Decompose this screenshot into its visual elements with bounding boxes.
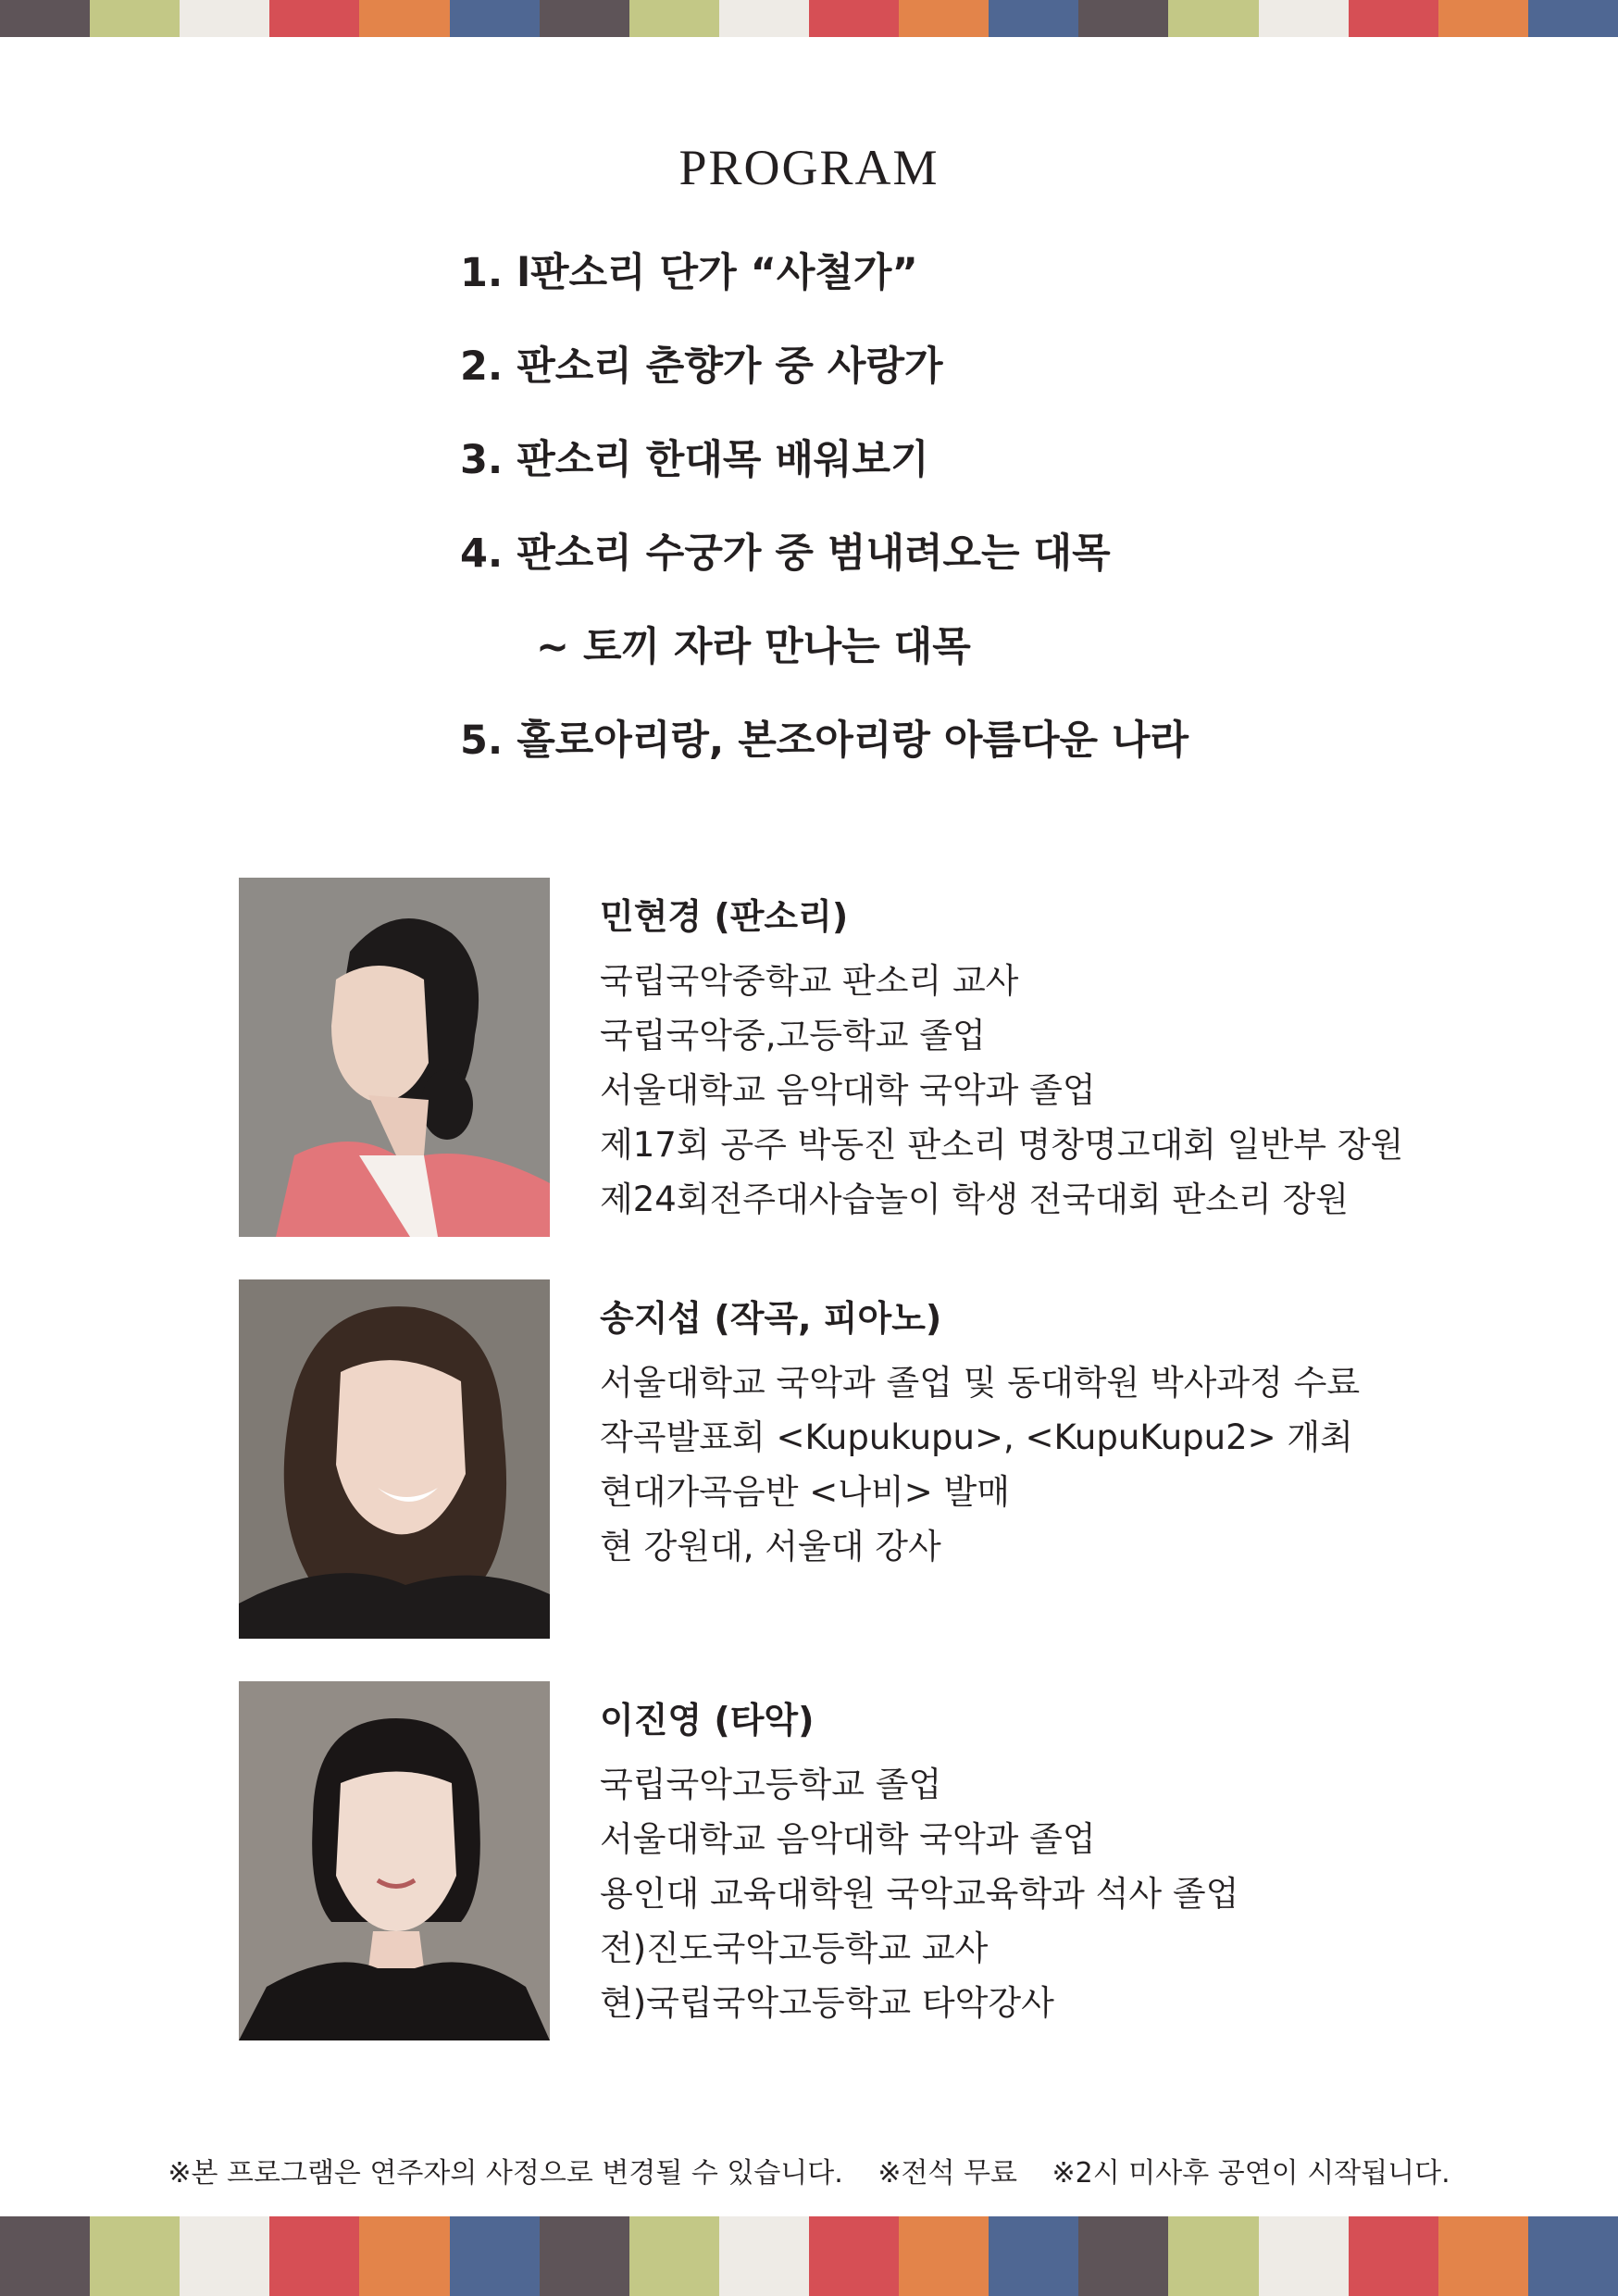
stripe-segment xyxy=(269,2216,359,2296)
stripe-segment xyxy=(1349,2216,1438,2296)
bio-line: 현)국립국악고등학교 타악강사 xyxy=(600,1983,1054,2023)
bio-line: 용인대 교육대학원 국악교육학과 석사 졸업 xyxy=(600,1874,1239,1914)
bio-line: 서울대학교 음악대학 국악과 졸업 xyxy=(600,1819,1096,1859)
start-time-notice: ※2시 미사후 공연이 시작됩니다. xyxy=(1052,2157,1450,2190)
stripe-segment xyxy=(1438,0,1528,37)
program-item-2: 2. 판소리 춘향가 중 사랑가 xyxy=(460,343,943,390)
bio-line: 제24회전주대사습놀이 학생 전국대회 판소리 장원 xyxy=(600,1179,1349,1219)
performer-photo xyxy=(239,1681,550,2040)
bio-line: 현 강원대, 서울대 강사 xyxy=(600,1527,941,1566)
footnote xyxy=(0,2150,1618,2190)
free-admission-notice: ※전석 무료 xyxy=(877,2157,1017,2190)
stripe-segment xyxy=(1259,0,1349,37)
stripe-segment xyxy=(899,2216,989,2296)
stripe-segment xyxy=(1168,0,1258,37)
stripe-segment xyxy=(359,0,449,37)
bio-line: 작곡발표회 <Kupukupu>, <KupuKupu2> 개최 xyxy=(600,1417,1353,1457)
program-list xyxy=(460,245,1189,806)
top-color-stripe xyxy=(0,0,1618,37)
performer-name: 송지섭 (작곡, 피아노) xyxy=(600,1298,942,1339)
bio-line: 국립국악중,고등학교 졸업 xyxy=(600,1016,986,1055)
bio-line: 국립국악고등학교 졸업 xyxy=(600,1765,942,1804)
stripe-segment xyxy=(450,0,540,37)
program-item-4: 4. 판소리 수궁가 중 범내려오는 대목 xyxy=(460,530,1111,577)
bio-line: 제17회 공주 박동진 판소리 명창명고대회 일반부 장원 xyxy=(600,1125,1404,1165)
stripe-segment xyxy=(0,2216,90,2296)
stripe-segment xyxy=(90,2216,180,2296)
program-item-1: 1. l판소리 단가 “사철가” xyxy=(460,250,918,296)
stripe-segment xyxy=(629,0,719,37)
stripe-segment xyxy=(1438,2216,1528,2296)
stripe-segment xyxy=(1349,0,1438,37)
stripe-segment xyxy=(1078,2216,1168,2296)
stripe-segment xyxy=(1168,2216,1258,2296)
stripe-segment xyxy=(629,2216,719,2296)
performer-profile xyxy=(239,878,1442,1237)
bio-line: 현대가곡음반 <나비> 발매 xyxy=(600,1472,1010,1512)
stripe-segment xyxy=(719,2216,809,2296)
stripe-segment xyxy=(809,0,899,37)
stripe-segment xyxy=(989,2216,1078,2296)
stripe-segment xyxy=(180,0,269,37)
bio-line: 서울대학교 국악과 졸업 및 동대학원 박사과정 수료 xyxy=(600,1363,1361,1403)
performer-profile xyxy=(239,1681,1442,2040)
stripe-segment xyxy=(90,0,180,37)
stripe-segment xyxy=(0,0,90,37)
page-title: PROGRAM xyxy=(678,140,940,195)
stripe-segment xyxy=(540,2216,629,2296)
stripe-segment xyxy=(269,0,359,37)
stripe-segment xyxy=(809,2216,899,2296)
stripe-segment xyxy=(359,2216,449,2296)
program-item-5: 5. 홀로아리랑, 본조아리랑 아름다운 나라 xyxy=(460,718,1189,764)
bio-line: 전)진도국악고등학교 교사 xyxy=(600,1928,989,1968)
performer-profile xyxy=(239,1279,1442,1639)
stripe-segment xyxy=(450,2216,540,2296)
change-notice: ※본 프로그램은 연주자의 사정으로 변경될 수 있습니다. xyxy=(168,2157,843,2190)
performer-name: 민현경 (판소리) xyxy=(600,896,849,937)
stripe-segment xyxy=(1259,2216,1349,2296)
performer-photo xyxy=(239,878,550,1237)
bio-line: 서울대학교 음악대학 국악과 졸업 xyxy=(600,1070,1096,1110)
bottom-color-stripe xyxy=(0,2216,1618,2296)
stripe-segment xyxy=(180,2216,269,2296)
stripe-segment xyxy=(899,0,989,37)
stripe-segment xyxy=(1528,0,1618,37)
stripe-segment xyxy=(1078,0,1168,37)
performer-name: 이진영 (타악) xyxy=(600,1700,815,1741)
performer-photo xyxy=(239,1279,550,1639)
stripe-segment xyxy=(1528,2216,1618,2296)
stripe-segment xyxy=(540,0,629,37)
program-item-3: 3. 판소리 한대목 배워보기 xyxy=(460,437,929,483)
bio-line: 국립국악중학교 판소리 교사 xyxy=(600,961,1019,1001)
stripe-segment xyxy=(989,0,1078,37)
stripe-segment xyxy=(719,0,809,37)
program-item-4-sub: ~ 토끼 자라 만나는 대목 xyxy=(536,624,971,670)
